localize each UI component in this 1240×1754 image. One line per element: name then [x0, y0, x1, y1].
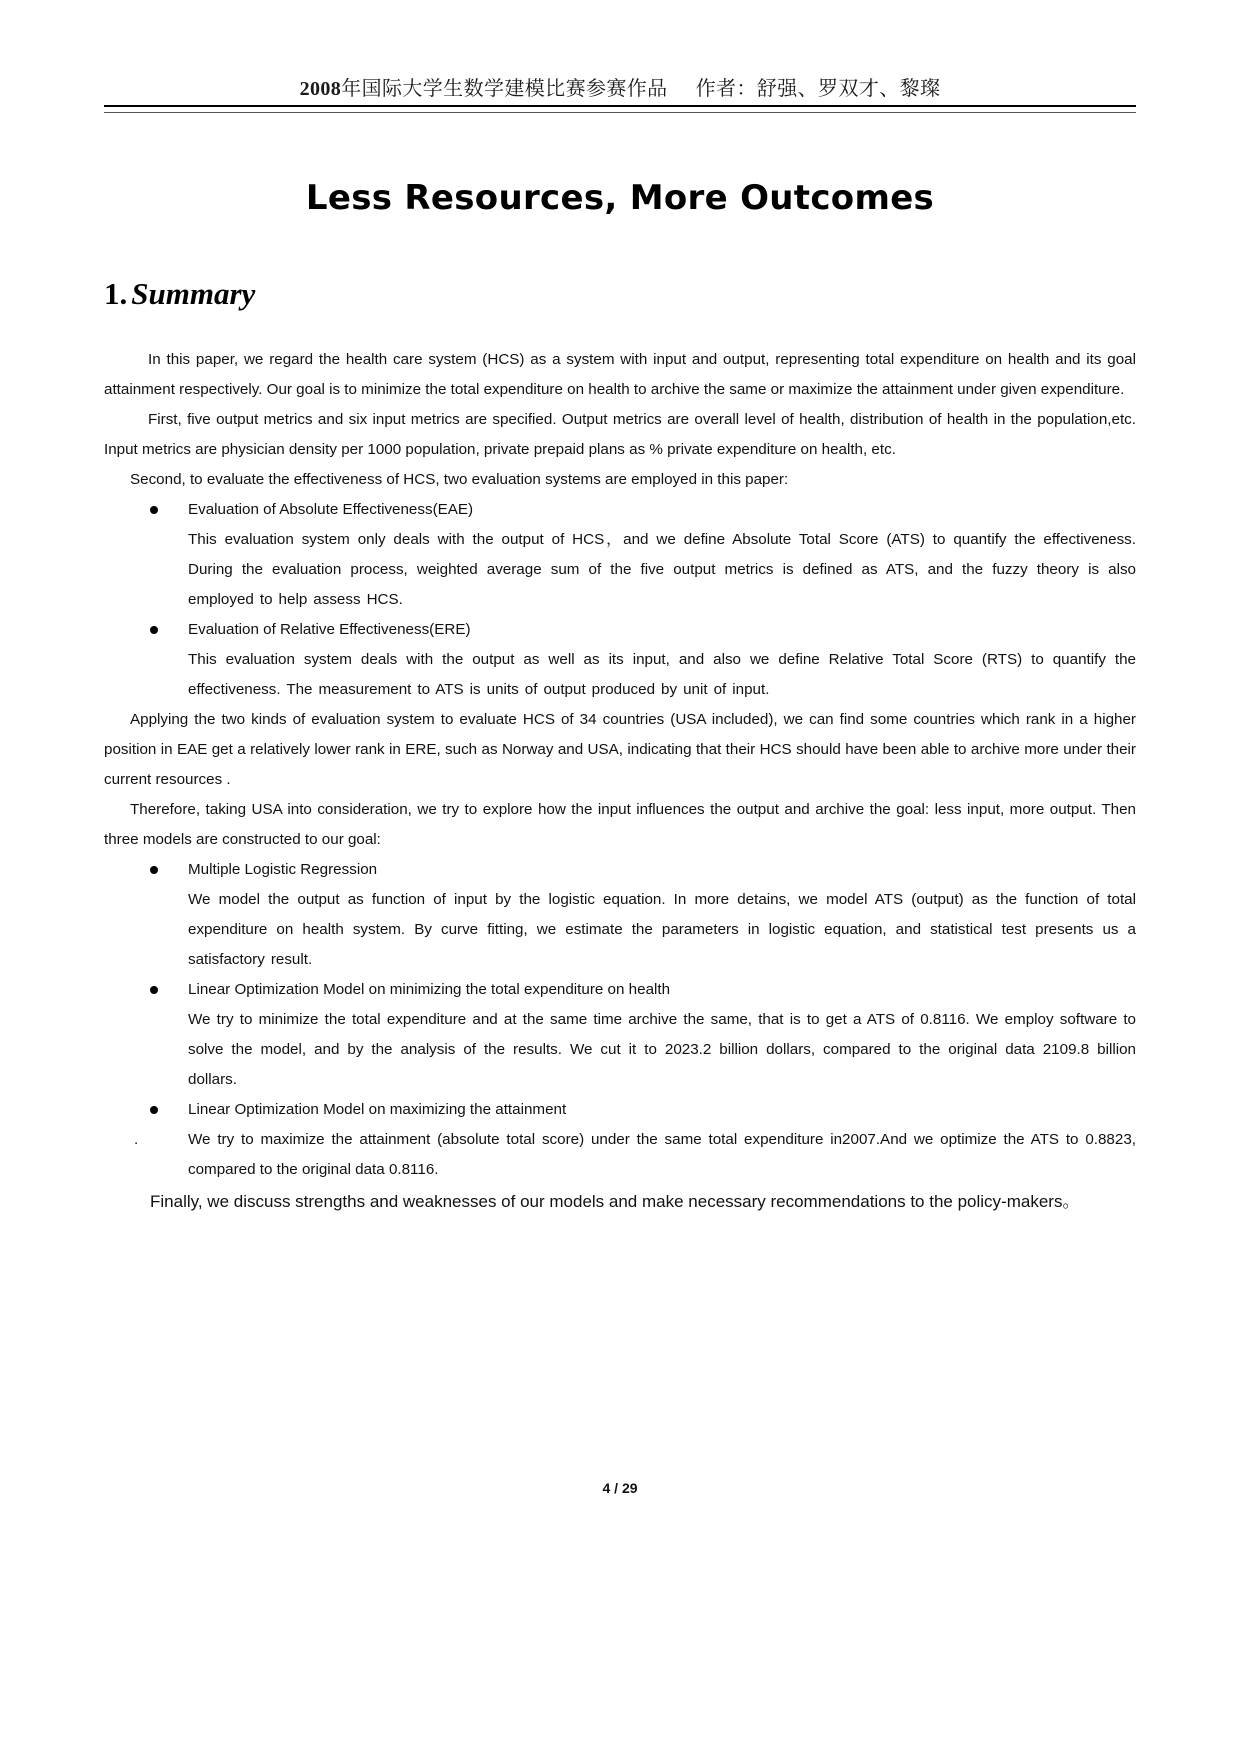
header-rule-thin	[104, 112, 1136, 113]
bullet-dot-icon	[150, 506, 158, 514]
bullet-heading-logistic	[104, 855, 1136, 885]
evaluation-bullet-list	[104, 495, 1136, 705]
bullet-heading-text: Linear Optimization Model on minimizing the total expenditure on health	[188, 981, 671, 998]
bullet-dot-icon	[150, 1106, 158, 1114]
section-heading	[104, 276, 255, 312]
header-main-text: 年国际大学生数学建模比赛参赛作品	[341, 78, 668, 100]
list-item	[104, 855, 1136, 975]
bullet-body-minimize: We try to minimize the total expenditure and at the same time archive the same, that is to get a ATS of 0.8116. We employ software to solve the model, and by the analysis of the results. We cut it to 2023.2 billion dollars, compared to the original data 2109.8 billion dollars.	[188, 1011, 1136, 1088]
stray-period-mark: .	[134, 1131, 139, 1148]
bullet-dot-icon	[150, 986, 158, 994]
bullet-body-logistic: We model the output as function of input by the logistic equation. In more detains, we model ATS (output) as the function of total expenditure on health system. By curve fitting, we estimate the parameters in logistic equation, and statistical test presents us a satisfactory result.	[188, 891, 1136, 968]
list-item	[104, 1095, 1136, 1185]
bullet-dot-icon	[150, 626, 158, 634]
bullet-heading-text: Linear Optimization Model on maximizing the attainment	[188, 1101, 567, 1118]
section-number: 1.	[104, 276, 128, 311]
paragraph-applying: Applying the two kinds of evaluation system to evaluate HCS of 34 countries (USA included), we can find some countries which rank in a higher position in EAE get a relatively lower rank in ERE, such as Norway and USA, indicating that their HCS should have been able to archive more under their current resources .	[104, 711, 1136, 788]
bullet-body-ere: This evaluation system deals with the output as well as its input, and also we define Relative Total Score (RTS) to quantify the effectiveness. The measurement to ATS is units of output produced by unit of input.	[188, 651, 1136, 698]
bullet-heading-text: Evaluation of Absolute Effectiveness(EAE)	[188, 501, 474, 518]
bullet-heading-ere	[104, 615, 1136, 645]
paragraph-therefore: Therefore, taking USA into consideration, we try to explore how the input influences the output and archive the goal: less input, more output. Then three models are constructed to our goal:	[104, 801, 1136, 848]
list-item	[104, 495, 1136, 615]
bullet-body-maximize-wrap	[104, 1125, 1136, 1185]
header-rule-thick	[104, 105, 1136, 107]
bullet-heading-text: Multiple Logistic Regression	[188, 861, 378, 878]
bullet-heading-text: Evaluation of Relative Effectiveness(ERE)	[188, 621, 471, 638]
header-year: 2008	[299, 78, 342, 100]
document-body	[104, 345, 1136, 1219]
list-item	[104, 615, 1136, 705]
list-item	[104, 975, 1136, 1095]
bullet-heading-maximize	[104, 1095, 1136, 1125]
bullet-heading-eae	[104, 495, 1136, 525]
page-title: Less Resources, More Outcomes	[305, 178, 935, 218]
header-authors: 作者：舒强、罗双才、黎璨	[695, 78, 941, 100]
bullet-body-eae: This evaluation system only deals with the output of HCS，and we define Absolute Total Score (ATS) to quantify the effectiveness. During the evaluation process, weighted average sum of the five output metrics is defined as ATS, and the fuzzy theory is also employed to help assess HCS.	[188, 531, 1136, 608]
section-title: Summary	[131, 276, 256, 311]
paragraph-metrics: First, five output metrics and six input metrics are specified. Output metrics are overall level of health, distribution of health in the population,etc. Input metrics are physician density per 1000 population, private prepaid plans as % private expenditure on health, etc.	[104, 411, 1136, 458]
model-bullet-list	[104, 855, 1136, 1185]
paragraph-finally: Finally, we discuss strengths and weaknesses of our models and make necessary recommendations to the policy-makers。	[150, 1192, 1080, 1211]
page-number-footer: 4 / 29	[602, 1480, 638, 1496]
bullet-dot-icon	[150, 866, 158, 874]
paragraph-intro: In this paper, we regard the health care system (HCS) as a system with input and output, representing total expenditure on health and its goal attainment respectively. Our goal is to minimize the total expenditure on health to archive the same or maximize the attainment under given expenditure.	[104, 351, 1136, 398]
bullet-heading-minimize	[104, 975, 1136, 1005]
paragraph-evaluation-intro: Second, to evaluate the effectiveness of HCS, two evaluation systems are employed in this paper:	[130, 471, 789, 488]
bullet-body-maximize: We try to maximize the attainment (absolute total score) under the same total expenditure in2007.And we optimize the ATS to 0.8823, compared to the original data 0.8116.	[188, 1131, 1136, 1178]
running-header	[104, 72, 1136, 101]
